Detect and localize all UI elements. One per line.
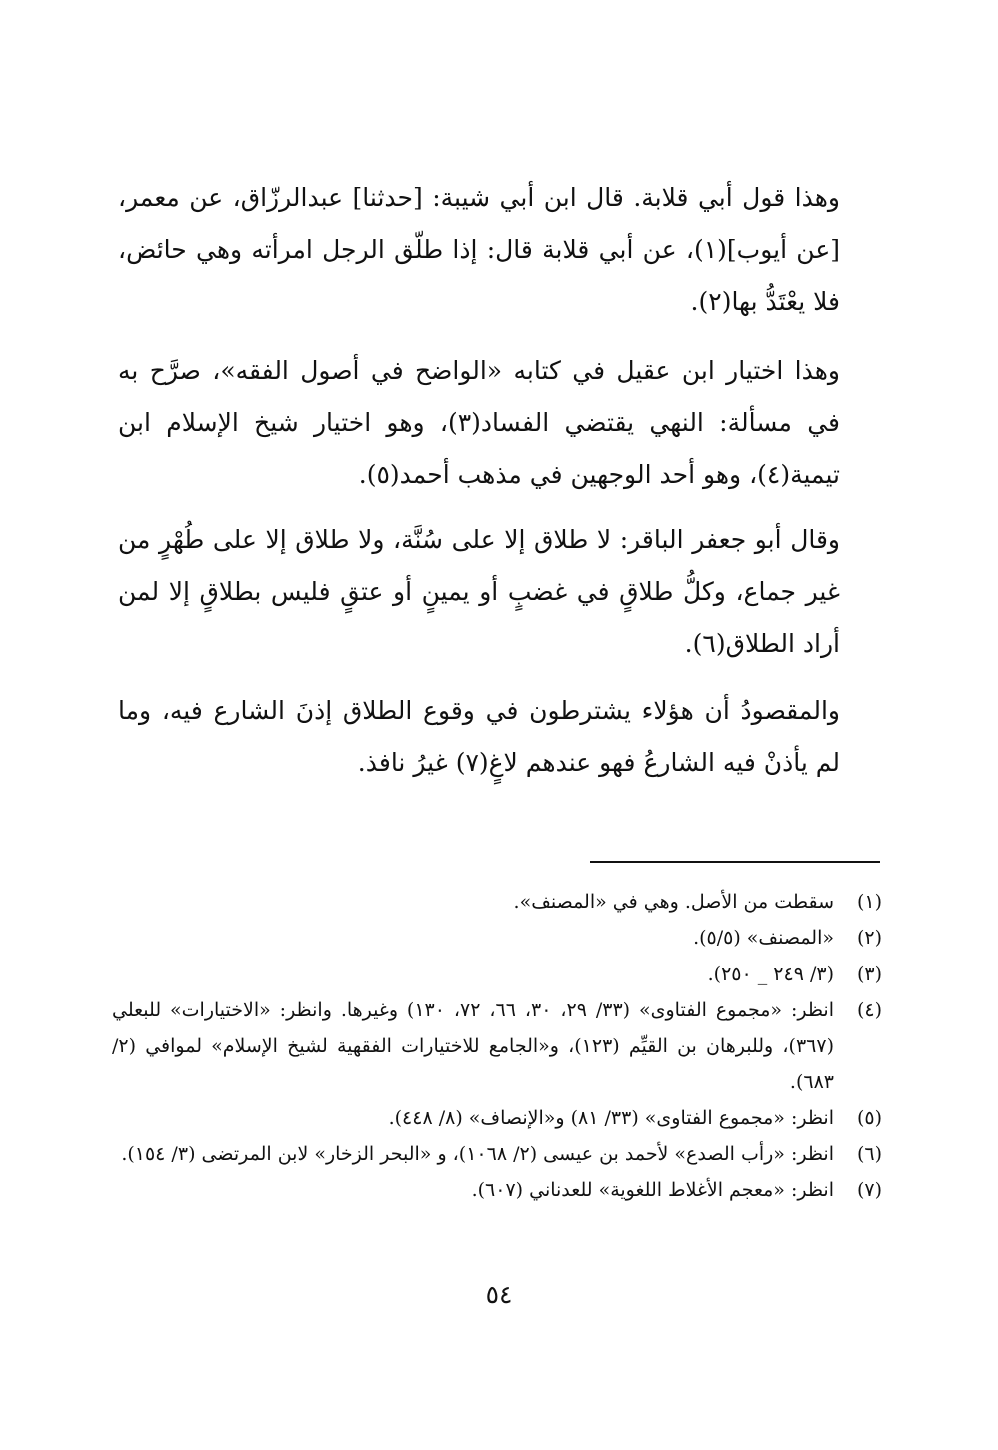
page-number: ٥٤ (485, 1280, 513, 1309)
footnote-number: (٥) (856, 1107, 882, 1129)
footnote-number: (٧) (856, 1179, 882, 1201)
footnote-text: انظر: «رأب الصدع» لأحمد بن عيسى (٢/ ١٠٦٨)، و «البحر الزخار» لابن المرتضى (٣/ ١٥٤). (121, 1143, 834, 1165)
footnote-text: «المصنف» (٥/٥). (693, 927, 834, 949)
footnote-item (112, 1136, 882, 1172)
footnote-text: (٣/ ٢٤٩ _ ٢٥٠). (707, 963, 834, 985)
paragraph-abu-jafar: وقال أبو جعفر الباقر: لا طلاق إلا على سُنَّة، ولا طلاق إلا على طُهْرٍ من غير جماع، وكلُّ طلاقٍ في غضبٍ أو يمينٍ أو عتقٍ فليس بطلاقٍ إلا لمن أراد الطلاق(٦). (118, 525, 840, 658)
paragraph-ibn-aqil: وهذا اختيار ابن عقيل في كتابه «الواضح في أصول الفقه»، صرَّح به في مسألة: النهي يقتضي الفساد(٣)، وهو اختيار شيخ الإسلام ابن تيمية(٤)، وهو أحد الوجهين في مذهب أحمد(٥). (118, 356, 840, 489)
footnote-item (112, 992, 882, 1100)
footnote-number: (٢) (856, 927, 882, 949)
paragraph-conclusion: والمقصودُ أن هؤلاء يشترطون في وقوع الطلاق إذنَ الشارع فيه، وما لم يأذنْ فيه الشارعُ فهو عندهم لاغٍ(٧) غيرُ نافذ. (118, 696, 840, 777)
footnote-item (112, 1172, 882, 1208)
footnote-text: انظر: «مجموع الفتاوى» (٣٣/ ٨١) و«الإنصاف» (٨/ ٤٤٨). (388, 1107, 834, 1129)
footnote-text: انظر: «مجموع الفتاوى» (٣٣/ ٢٩، ٣٠، ٦٦، ٧٢، ١٣٠) وغيرها. وانظر: «الاختيارات» للبعلي (٣٦٧)، وللبرهان بن القيِّم (١٢٣)، و«الجامع للاختيارات الفقهية لشيخ الإسلام» لموافي (٢/ ٦٨٣). (112, 999, 834, 1093)
footnote-number: (٦) (856, 1143, 882, 1165)
footnote-item (112, 1100, 882, 1136)
paragraph-abu-qilaba: وهذا قول أبي قلابة. قال ابن أبي شيبة: [حدثنا] عبدالرزّاق، عن معمر، [عن أيوب](١)، عن أبي قلابة قال: إذا طلّق الرجل امرأته وهي حائض، فلا يعْتَدُّ بها(٢). (118, 183, 840, 316)
footnote-number: (١) (856, 891, 882, 913)
footnote-text: انظر: «معجم الأغلاط اللغوية» للعدناني (٦٠٧). (471, 1179, 834, 1201)
footnotes-list (112, 884, 882, 1208)
footnote-item (112, 956, 882, 992)
footnote-number: (٤) (856, 999, 882, 1021)
footnote-text: سقطت من الأصل. وهي في «المصنف». (513, 891, 834, 913)
footnote-number: (٣) (856, 963, 882, 985)
footnote-item (112, 884, 882, 920)
footnote-item (112, 920, 882, 956)
footnote-divider (590, 861, 880, 863)
